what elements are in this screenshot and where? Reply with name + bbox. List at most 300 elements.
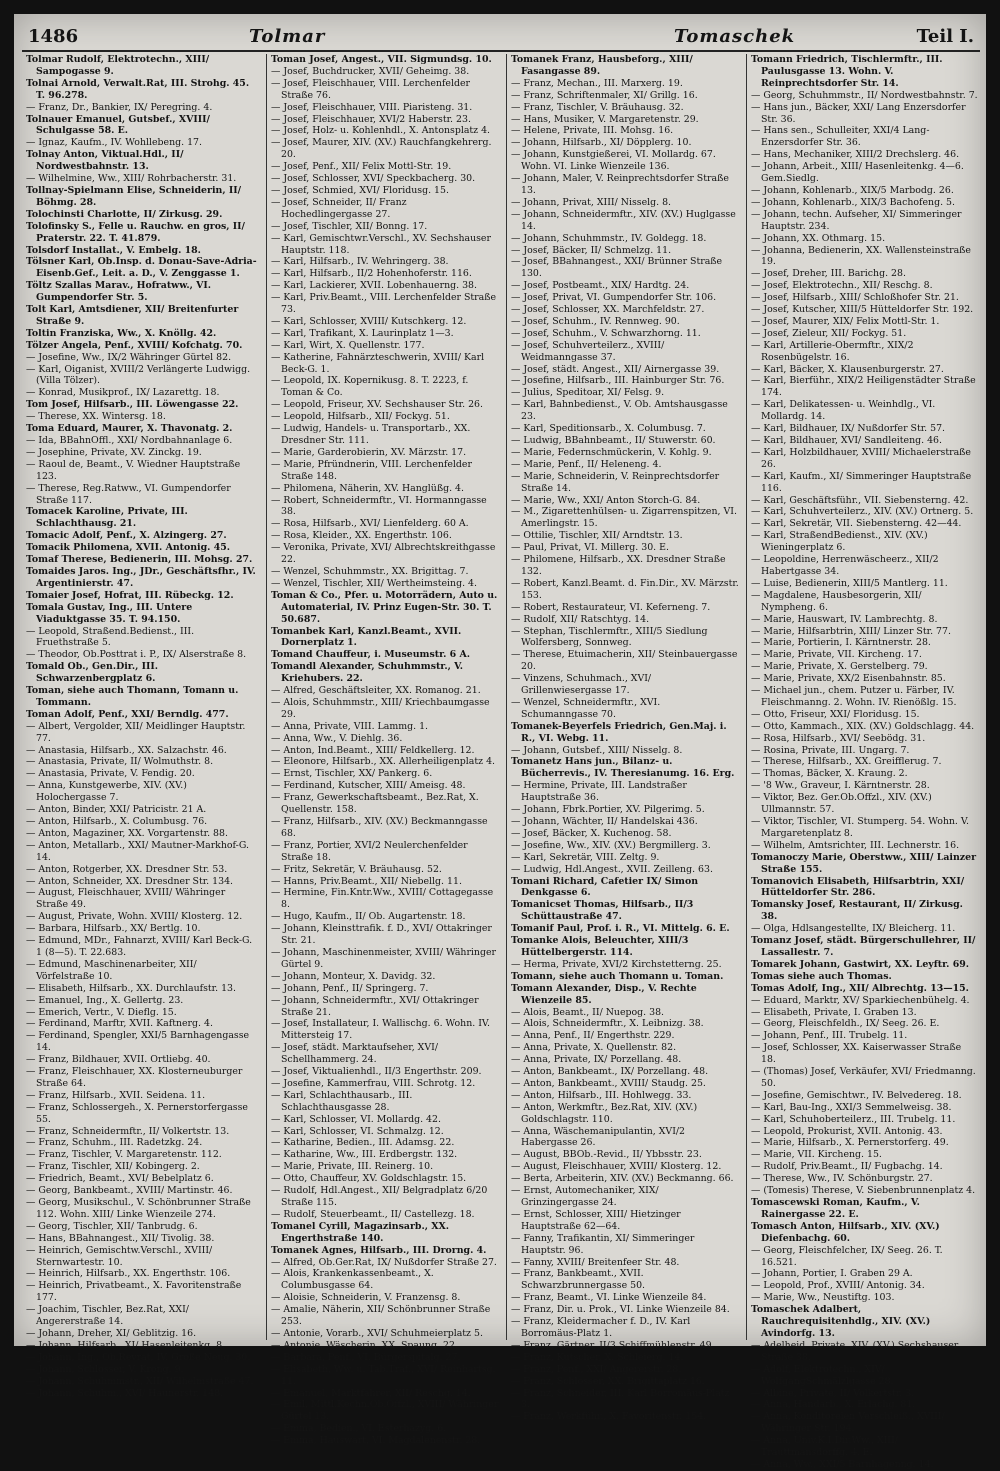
directory-entry: — Alfred, Geschäftsleiter, XX. Romanog. 21. — [271, 685, 481, 697]
directory-entry: — Julius, Speditoar, XI/ Felsg. 9. — [511, 387, 665, 399]
directory-entry: — Edmund, Maschinenarbeiter, XII/ Vörfelstraße 10. — [26, 958, 197, 982]
directory-entry: — August, Fleischhauer, XVIII/ Klosterg. 12. — [511, 1161, 722, 1173]
directory-entry: — Wilhelmine, Ww., XIII/ Rohrbacherstr. 31. — [26, 173, 237, 185]
directory-entry: — Emanuel, Marktfahrer, XII/ Reschg. 14. — [271, 1387, 471, 1399]
directory-entry: — Karl, Trafikant, X. Laurinplatz 1—3. — [271, 327, 454, 339]
directory-entry: — Elisabeth, Ww. u. Tab.Traf., XVI/ Reinhartsg. 11. — [271, 1363, 496, 1387]
directory-entry: — Anna, Private, VIII. Lammg. 1. — [271, 720, 429, 732]
directory-entry: — Barbara, Hilfsarb., XX/ Bertlg. 10. — [26, 923, 201, 935]
directory-entry: — Leopold, Straßend.Bedienst., III. Fruethstraße 5. — [26, 625, 195, 649]
directory-entry: — Karl, Kaufm., XI/ Simmeringer Hauptstraße 116. — [751, 470, 972, 494]
directory-entry: — Elisabeth, Hilfsarb., XX. Durchlaufstr. 13. — [26, 982, 237, 994]
directory-entry: — Berta, Arbeiterin, XIV. (XV.) Beckmanng. 66. — [511, 1173, 734, 1185]
directory-entry: Tolnay Anton, Viktual.Hdl., II/ Nordwestbahnstr. 13. — [26, 149, 184, 173]
directory-entry: — Franz, Beamt., VI. Linke Wienzeile 84. — [511, 1292, 707, 1304]
part-label: Teil I. — [916, 26, 974, 47]
directory-entry: Toman Josef, Angest., VII. Sigmundsg. 10. — [271, 54, 492, 65]
directory-entry: — Emil, Mittl.Kechn.Ob.Offzl., XVIII/ Währinger Gürtel 13. — [271, 1399, 499, 1423]
directory-entry: — Otto, Kammach., XIX. (XV.) Goldschlagg. 44. — [751, 720, 975, 732]
directory-entry: Tomandl Alexander, Schuhmmstr., V. Kriehubers. 22. — [271, 661, 464, 685]
directory-entry: — Rosina, Private, III. Ungarg. 7. — [751, 744, 910, 756]
directory-entry: — Karl, Schlosser, VI. Schmalzg. 12. — [271, 1125, 444, 1137]
directory-entry: — Johann, Privat, XIII/ Nisselg. 8. — [511, 196, 672, 208]
directory-entry: — Rudolf, XII/ Ratschtyg. 14. — [511, 613, 650, 625]
directory-entry: — Marie, Schneiderin, V. Reinprechtsdorfer Straße 14. — [511, 470, 720, 494]
directory-entry: — Michael jun., chem. Putzer u. Färber, IV. Fleischmanng. 2. Wohn. IV. Rienößlg. 15. — [751, 685, 957, 708]
directory-entry: — Franz, Schlossergeh., X. Pernerstorfergasse 55. — [26, 1101, 248, 1125]
directory-entry: Tomann Friedrich, Tischlermftr., III. Paulusgasse 13. Wohn. V. Reinprechtsdorfer Str. 14. — [751, 54, 943, 89]
directory-entry: — Karl, Schuhverteilerz., XIV. (XV.) Ortnerg. 5. — [751, 506, 974, 518]
directory-entry: — Ludwig, Hdl.Angest., XVII. Zeilleng. 63. — [511, 863, 713, 875]
directory-entry: Tomanicset Thomas, Hilfsarb., II/3 Schüttaustraße 47. — [511, 899, 694, 923]
directory-entry: — Josefine, Gemischtwr., IV. Belvedereg. 18. — [751, 1089, 962, 1101]
directory-entry: — Ida, BBahnOffl., XXI/ Nordbahnanlage 6. — [26, 435, 233, 446]
directory-entry: — Josef, Schuhm., V. Schwarzhorng. 11. — [511, 327, 701, 339]
directory-entry: — Josefine, Hilfsarb., III. Hainburger Str. 76. — [511, 375, 725, 387]
directory-entry: Tomanel Cyrill, Magazinsarb., XX. Engerthstraße 140. — [271, 1220, 450, 1244]
directory-entry: — Anna, Kunstgewerbe, XIV. (XV.) Holochergasse 7. — [26, 780, 187, 804]
directory-entry: — Anton, Binder, XXI/ Patricistr. 21 A. — [26, 804, 207, 816]
directory-entry: Tomann, siehe auch Thomann u. Toman. — [511, 970, 724, 982]
directory-entry: Tomanek Agnes, Hilfsarb., III. Drorng. 4. — [271, 1244, 487, 1256]
directory-entry: — '8 Ww., Graveur, I. Kärntnerstr. 28. — [751, 780, 930, 792]
directory-entry: — Hans, BBahnangest., XII/ Tivolig. 38. — [26, 1232, 215, 1244]
directory-entry: — Ottilie, Tischler, XII/ Arndtstr. 13. — [511, 530, 683, 542]
directory-entry: Tomanbek Karl, Kanzl.Beamt., XVII. Dornerplatz 1. — [271, 625, 462, 649]
directory-entry: — Fanny, Trafikantin, XI/ Simmeringer Hauptstr. 96. — [511, 1232, 695, 1256]
directory-entry: — Karl, Bäcker, X. Klausenburgerstr. 27. — [751, 363, 944, 375]
directory-entry: — Karl, Schuhoberteilerz., III. Trubelg. 11. — [751, 1113, 956, 1125]
directory-entry: Tolt Karl, Amtsdiener, XII/ Breitenfurter Straße 9. — [26, 304, 239, 327]
directory-entry: — Anna, Handarb., X. Erlachg. 81. — [751, 1399, 916, 1411]
directory-entry: Tölsner Karl, Ob.Insp. d. Donau-Save-Adria-Eisenb.Gef., Leit. a. D., V. Zenggasse 1. — [26, 256, 257, 280]
directory-entry: — Magdalene, Hausbesorgerin, XII/ Nympheng. 6. — [751, 589, 922, 613]
directory-entry: Tomala Gustav, Ing., III. Untere Viaduktgasse 35. T. 94.150. — [26, 601, 193, 625]
directory-entry: — Josef, Schlosser, XX. Marchfeldstr. 27. — [511, 304, 705, 316]
directory-entry: Tomanetz Hans jun., Bilanz- u. Bücherrevis., IV. Theresianumg. 16. Erg. — [511, 756, 735, 780]
directory-entry: — Marie, Private, VII. Kircheng. 17. — [751, 649, 922, 661]
directory-entry: — Karl, Bierführ., XIX/2 Heiligenstädter Straße 174. — [751, 375, 976, 399]
directory-entry: Tomanoczy Marie, Oberstww., XIII/ Lainzer Straße 155. — [751, 851, 977, 875]
directory-entry: Tomann Alexander, Disp., V. Rechte Wienzeile 85. — [511, 982, 697, 1006]
directory-entry: — Johann, Schneidermftr., XVI/ Ottakringer Straße 21. — [271, 994, 479, 1018]
directory-entry: — Karl, Artillerie-Obermftr., XIX/2 Rosenbügelstr. 16. — [751, 339, 914, 363]
directory-entry: — Anna, Private, IX/ Porzellang. 48. — [511, 1054, 682, 1066]
directory-entry: Tolofinsky S., Felle u. Rauchw. en gros, II/ Praterstr. 22. T. 41.879. — [26, 220, 245, 244]
directory-entry: — Anna, Ww., XXI/5 Barnhagenng. 14. — [751, 1458, 934, 1470]
directory-entry: — Josefine, Ww., IX/2 Währinger Gürtel 82. — [26, 351, 232, 363]
directory-entry: — Franz, Schriftenmaler, XI/ Grillg. 16. — [511, 89, 698, 101]
directory-entry: — Anastasia, Private, II/ Wolmuthstr. 8. — [26, 756, 214, 768]
directory-entry: — Ernst, Tischler, XX/ Pankerg. 6. — [271, 768, 433, 780]
directory-entry: — Edmund, MDr., Fahnarzt, XVIII/ Karl Beck-G. 1 (8—5). T. 22.683. — [26, 935, 253, 958]
directory-entry: — Josef, BBahnangest., XXI/ Brünner Straße 130. — [511, 256, 723, 280]
directory-entry: — Anton, Rotgerber, XX. Dresdner Str. 53. — [26, 863, 228, 875]
directory-entry: — Josephine, Private, XV. Zinckg. 19. — [26, 446, 202, 458]
directory-entry: — Therese, XX. Wintersg. 18. — [26, 411, 166, 423]
directory-entry: — Josef, Bäcker, X. Kuchenog. 58. — [511, 827, 672, 839]
directory-entry: Tomansky Josef, Restaurant, II/ Zirkusg. 38. — [751, 899, 963, 923]
directory-entry: — Leopoldine, Herrenwäscheerz., XII/2 Habertgasse 34. — [751, 554, 939, 577]
directory-entry: — Fanny, XVIII/ Breitenfeer Str. 48. — [511, 1256, 680, 1268]
directory-entry: — Karl, Schlosser, VI. Mollardg. 42. — [271, 1113, 441, 1125]
directory-entry: Tomas siehe auch Thomas. — [751, 970, 892, 982]
directory-entry: — Anna, Wäschemanipulantin, XVI/2 Habergasse 26. — [511, 1125, 686, 1149]
directory-entry: — Hans jun., Bäcker, XXI/ Lang Enzersdorfer Str. 36. — [751, 101, 966, 125]
directory-entry: — Johann, Kohlenarb., XIX/5 Marbodg. 26. — [751, 184, 954, 196]
directory-entry: — Leopold, IX. Kopernikusg. 8. T. 2223, f. Toman & Co. — [271, 375, 469, 399]
directory-entry: — Wenzel, Schuhmmstr., XX. Brigittag. 7. — [271, 565, 469, 577]
directory-entry: — Josefine, Ww., XIV. (XV.) Bergmillerg. 3. — [511, 839, 711, 851]
directory-entry: — Elisabeth, Private, I. Graben 13. — [751, 1006, 917, 1018]
directory-entry: — Marie, Hilfsarbtrin, XIII/ Linzer Str. 77. — [751, 625, 951, 637]
directory-entry: — Georg, Schuhmmstr., II/ Nordwestbahnstr. 7. — [751, 89, 978, 101]
directory-entry: — Raoul de, Beamt., V. Wiedner Hauptstraße 123. — [26, 458, 241, 482]
directory-entry: — Emerich, Vertr., V. Dieflg. 15. — [26, 1006, 177, 1018]
directory-entry: — Anton, Hilfsarb., X. Columbusg. 76. — [26, 816, 208, 827]
running-head-right: Tomaschek — [674, 26, 796, 47]
directory-entry: — Katherine, Fahnärzteschwerin, XVIII/ Karl Beck-G. 1. — [271, 351, 485, 375]
directory-entry: Toltin Franziska, Ww., X. Knöllg. 42. — [26, 327, 217, 339]
directory-entry: — Josef, Maurer, XIV. (XV.) Rauchfangkehrerg. 20. — [271, 137, 492, 161]
directory-entry: — Franz, Mechan., III. Marxerg. 19. — [511, 77, 683, 89]
directory-entry: — Karl, Sekretär, VII. Siebensterng. 42—44. — [751, 518, 962, 530]
directory-entry: — Franz, Hilfsarb., XVII. Seidena. 11. — [26, 1089, 206, 1101]
directory-entry: — Josef, Dreher, III. Barichg. 28. — [751, 268, 906, 280]
directory-entry: — Heinrich, Privatbeamt., X. Favoritenstraße 177. — [26, 1280, 242, 1304]
directory-entry: — Josef, Viktualienhdl., II/3 Engerthstr. 209. — [271, 1066, 482, 1078]
directory-entry: — Josef, Schlosser, XVI/ Speckbacherg. 30. — [271, 173, 476, 185]
directory-entry: — Anastasia, Private, V. Fendig. 20. — [26, 768, 195, 780]
directory-entry: — Johann, Schuhmmstr., IV. Goldegg. 18. — [511, 232, 707, 244]
directory-entry: Toman, siehe auch Thomann, Tomann u. Tommann. — [26, 685, 239, 708]
directory-entry: — Karl, Lackierer, XVII. Lobenhauerng. 38. — [271, 280, 477, 292]
directory-entry: — Josef, Buchdrucker, XVII/ Geheimg. 38. — [271, 65, 470, 77]
directory-entry: — Josef, Schuhverteilerz., XVIII/ Weidmanngasse 37. — [511, 339, 665, 363]
directory-entry: — Anastasia, Hilfsarb., XX. Salzachstr. 46. — [26, 744, 227, 756]
directory-entry: — Viktor, Tischler, VI. Stumperg. 54. Wohn. V. Margaretenplatz 8. — [751, 816, 969, 839]
directory-entry: — Franz, Tischler, XII/ Kobingerg. 2. — [26, 1161, 200, 1173]
directory-entry: Tomaier Josef, Hofrat, III. Rübeckg. 12. — [26, 589, 234, 601]
directory-entry: — Josef, Hilfsarb., XIII/ Schloßhofer Str. 21. — [751, 292, 959, 304]
directory-entry: — Franz, Tischler, V. Bräuhausg. 32. — [511, 101, 684, 113]
directory-entry: — Franz, Kutscher, X. Schleierg. 14. — [511, 1351, 684, 1363]
directory-entry: — Georg, Tischler, XII/ Tanbrudg. 6. — [26, 1220, 198, 1232]
directory-entry: — Ernst, Automechaniker, XIX/ Grinzingergasse 24. — [511, 1185, 659, 1208]
directory-entry: — Rudolf, Hdl.Angest., XII/ Belgradplatz 6/20 Straße 115. — [271, 1185, 488, 1208]
directory-entry: — Marie, VII. Kircheng. 15. — [751, 1149, 882, 1161]
directory-entry: — Leopold, Hilfsarb., XII/ Fockyg. 51. — [271, 411, 450, 423]
directory-entry: — Marie, Portierin, I. Kärntnerstr. 28. — [751, 637, 931, 649]
directory-entry: — Leopold, Friseur, XV. Sechshauser Str. 26. — [271, 399, 483, 411]
directory-entry: — Adelheid, Private, XIV. (XV.) Sechshauser Straße 38. — [751, 1339, 959, 1363]
directory-entry: — Wilhelm, Amtsrichter, III. Lechnerstr. 16. — [751, 839, 960, 851]
directory-entry: — Karl, Sekretär, VIII. Zeltg. 9. — [511, 851, 660, 863]
directory-entry: — Karl, Oiganist, XVIII/2 Verlängerte Ludwigg. (Villa Tölzer). — [26, 363, 251, 387]
directory-entry: — Anton, Schneider, XX. Dresdner Str. 134. — [26, 875, 234, 887]
directory-entry: — Anton, Bankbeamt., IX/ Porzellang. 48. — [511, 1066, 709, 1078]
directory-entry: — Karl, Geschäftsführ., VII. Siebensterng. 42. — [751, 494, 969, 506]
directory-entry: — Johann, Schuhm., XVI/ Haunerstr. 148. — [26, 1387, 224, 1399]
directory-entry: — Therese, Ww., IV. Schönburgstr. 27. — [751, 1173, 933, 1185]
directory-entry: — Johann, Schuhmmstr., XII/ Wilhelmstraße 47. — [26, 1375, 254, 1387]
directory-entry: Tomand Chauffeur, i. Museumstr. 6 A. — [271, 649, 471, 661]
directory-entry: — Johann, Dreher, XI/ Geblitzig. 16. — [26, 1327, 197, 1339]
directory-entry: Tomasch Anton, Hilfsarb., XIV. (XV.) Diefenbachg. 60. — [751, 1220, 940, 1244]
directory-entry: — Marie, Private, III. Reinerg. 10. — [271, 1161, 434, 1173]
directory-entry: Tollnay-Spielmann Elise, Schneiderin, II/ Böhmg. 28. — [26, 184, 242, 208]
directory-entry: — Emma, Bedien., VI. Esterhazyg. 6. — [271, 1423, 447, 1435]
directory-entry: Tomacik Philomena, XVII. Antonig. 45. — [26, 542, 231, 554]
directory-entry: — Johann, Hilfsarb., XI/ Döpplerg. 10. — [511, 137, 692, 149]
directory-entry: Toma Eduard, Maurer, X. Thavonatg. 2. — [26, 423, 233, 435]
directory-entry: — Olga, Hdlsangestellte, IX/ Bleicherg. 11. — [751, 923, 956, 935]
page-header — [14, 14, 986, 50]
directory-entry: — Franz, Schuhm., III. Radetzkg. 24. — [26, 1137, 203, 1149]
directory-entry: Tomarek Johann, Gastwirt, XX. Leyftr. 69. — [751, 958, 970, 970]
directory-entry: — Johann, Schlosser, V. Krong. 9. — [26, 1363, 184, 1375]
directory-entry: — Josef, Holz- u. Kohlenhdl., X. Antonsplatz 4. — [271, 125, 491, 137]
directory-entry: — Friedrich, Beamt., XVI/ Bebelplatz 6. — [26, 1173, 214, 1185]
directory-entry: — Alois, Beamt., II/ Nuepog. 38. — [511, 1006, 665, 1018]
directory-entry: — Robert, Kanzl.Beamt. d. Fin.Dir., XV. Märzstr. 153. — [511, 577, 739, 601]
column-3 — [506, 54, 739, 1423]
directory-entry: — Karl, Priv.Beamt., VIII. Lerchenfelder Straße 73. — [271, 292, 497, 316]
directory-entry: — Johann, Kleinsttrafik. f. D., XVI/ Ottakringer Str. 21. — [271, 923, 492, 947]
column-1 — [26, 54, 258, 1399]
running-head-left: Tolmar — [249, 26, 326, 47]
directory-entry: — Anton, Werkmftr., Bez.Rat, XIV. (XV.) Goldschlagstr. 110. — [511, 1101, 698, 1125]
directory-entry: — Franz, Kleidermacher f. D., IV. Karl Borromäus-Platz 1. — [511, 1316, 691, 1339]
directory-entry: — Georg, Fleischfeldh., IX/ Seeg. 26. E. — [751, 1018, 940, 1030]
directory-entry: — (Thomas) Josef, Verkäufer, XVI/ Friedmanng. 50. — [751, 1066, 976, 1089]
page-number: 1486 — [28, 26, 79, 47]
directory-entry: Tolmar Rudolf, Elektrotechn., XIII/ Sampogasse 9. — [26, 54, 210, 77]
directory-entry: — Josef, städt. Angest., XII/ Airnergasse 39. — [511, 363, 720, 375]
directory-entry: — Franz, Schneider, III. Karl Borromäus-Platz 3. — [511, 1387, 730, 1411]
directory-entry: — Franz, Bankbeamt., XVII. Schwarzbrunnergasse 50. — [511, 1268, 646, 1292]
directory-entry: — Anton, Magaziner, XX. Vorgartenstr. 88. — [26, 827, 228, 839]
directory-entry: — Johann, Monteur, X. Davidg. 32. — [271, 970, 436, 982]
directory-entry: — Leopold, Prof., XVIII/ Antonig. 34. — [751, 1280, 925, 1292]
directory-entry: — Marie, Ww., Neustiftg. 103. — [751, 1292, 895, 1304]
directory-entry: — Karl, Bahnbedienst., V. Ob. Amtshausgasse 23. — [511, 399, 728, 423]
directory-entry: — Amalie, Näherin, XII/ Schönbrunner Straße 253. — [271, 1304, 491, 1328]
directory-entry: — Hermine, Fin.Kntr.Ww., XVIII/ Cottagegasse 8. — [271, 887, 494, 911]
directory-entry: — Marie, Ww., XXI/ Anton Storch-G. 84. — [511, 494, 701, 506]
directory-entry: — Marie, Private, XX/2 Eisenbahnstr. 85. — [751, 673, 946, 685]
directory-entry: — (Tomesis) Therese, V. Siebenbrunnenplatz 4. — [751, 1185, 976, 1197]
directory-entry: — Marie, Private, X. Gerstelberg. 79. — [751, 661, 928, 673]
directory-entry: — August, Private, Wohn. XVIII/ Klosterg. 12. — [26, 911, 243, 923]
directory-entry: — Otto, Friseur, XXI/ Floridusg. 15. — [751, 708, 920, 720]
directory-entry: — Johann, Maler, V. Reinprechtsdorfer Straße 13. — [511, 173, 729, 196]
directory-entry: — Franz, Penf., XXI/ Angererstr. 28. — [511, 1363, 682, 1375]
directory-entry: — Josef, Elektrotechn., XII/ Reschg. 8. — [751, 280, 933, 292]
directory-entry: — Franz, Fleischhauer, XX. Klosterneuburger Straße 64. — [26, 1066, 243, 1089]
directory-entry: — Anna, Konditoreien Verschleiß., XVIII/ Währinger Str. 194. — [751, 1411, 945, 1435]
directory-entry: — Josef, Privat, VI. Gumpendorfer Str. 106. — [511, 292, 717, 304]
directory-entry: Tomaf Therese, Bedienerin, III. Mohsg. 27. — [26, 554, 253, 566]
directory-entry: — Joachim, Tischler, Bez.Rat, XXI/ Angererstraße 14. — [26, 1304, 189, 1328]
directory-entry: Tomanif Paul, Prof. i. R., VI. Mittelg. 6. E. — [511, 923, 730, 935]
directory-entry: — Albine, Private, II/ Volkertstr. 3. — [751, 1387, 915, 1399]
directory-entry: — Antonie, Wäscherin, XX. Spaung. 22. — [271, 1339, 458, 1351]
directory-entry: — Herma, Private, XVI/2 Kirchstetterng. 25. — [511, 958, 722, 970]
directory-entry: — Katharine, Ww., III. Erdbergstr. 132. — [271, 1149, 458, 1161]
directory-entry: — Johann, Maschinenmeister, XVIII/ Währinger Gürtel 9. — [271, 946, 496, 970]
directory-entry: — Georg, Bankbeamt., XVIII/ Martinstr. 46. — [26, 1185, 233, 1197]
directory-entry: — Franz, Portier, XVI/2 Neulerchenfelder Straße 18. — [271, 839, 468, 863]
directory-entry: — Eleonore, Hilfsarb., XX. Allerheiligenplatz 4. — [271, 756, 496, 768]
directory-entry: — Georg, Musikschul., V. Schönbrunner Straße 112. Wohn. XIII/ Linke Wienzeile 274. — [26, 1197, 251, 1220]
directory-entry: — Marie, Hilfsarb., X. Pernerstorferg. 49. — [751, 1137, 949, 1149]
directory-entry: — Josef, Fleischhauer, XVI/2 Haberstr. 23. — [271, 113, 471, 125]
directory-entry: Tomas Adolf, Ing., XII/ Albrechtg. 13—15. — [751, 982, 969, 994]
directory-entry: — Josefine, Kammerfrau, VIII. Schrotg. 12. — [271, 1077, 476, 1089]
directory-entry: — Johann, Kohlenarb., XIX/3 Bachofeng. 5. — [751, 196, 955, 208]
directory-entry: — Franz, Hilfsarb., XIV. (XV.) Beckmanngasse 68. — [271, 816, 488, 839]
directory-entry: — Anton, Bankbeamt., XVIII/ Staudg. 25. — [511, 1077, 706, 1089]
directory-entry: — Karl, Schlachthausarb., III. Schlachthausgasse 28. — [271, 1089, 413, 1113]
directory-entry: Tomanek-Beyerfels Friedrich, Gen.Maj. i. R., VI. Webg. 11. — [511, 720, 727, 744]
directory-entry: — Marie, Federnschmückerin, V. Kohlg. 9. — [511, 446, 712, 458]
directory-entry: — Johann, Kunstgießerei, VI. Mollardg. 67. Wohn. VI. Linke Wienzeile 136. — [511, 149, 716, 173]
directory-entry: — Karl, Hilfsarb., IV. Wehringerg. 38. — [271, 256, 449, 268]
directory-entry: — Leopold, Prokurist, XVII. Antonig. 43. — [751, 1125, 943, 1137]
directory-entry: — Franz, Tischler, V. Margaretenstr. 112. — [26, 1149, 222, 1161]
directory-entry: — Johann, Gutsbef., XIII/ Nisselg. 8. — [511, 744, 683, 756]
directory-entry: — Johann, Schneidermftr., XIV. (XV.) Huglgasse 14. — [511, 208, 736, 232]
directory-entry: — Rosa, Kleider., XX. Engerthstr. 106. — [271, 530, 452, 542]
directory-entry: Tolochinsti Charlotte, II/ Zirkusg. 29. — [26, 208, 223, 220]
directory-entry: — Theodor, Ob.Posttrat i. P., IX/ Alserstraße 8. — [26, 649, 247, 661]
directory-entry: — Rudolf, Priv.Beamt., II/ Fugbachg. 14. — [751, 1161, 943, 1173]
directory-entry: Tomanek Franz, Hausbeforg., XIII/ Fasangasse 89. — [511, 54, 693, 77]
directory-entry: — Fritz, Sekretär, V. Bräuhausg. 52. — [271, 863, 442, 875]
directory-entry: Tomald Ob., Gen.Dir., III. Schwarzenbergplatz 6. — [26, 661, 159, 685]
directory-entry: — Franz, Dir. u. Prok., VI. Linke Wienzeile 84. — [511, 1304, 730, 1316]
directory-entry: — Marie, Hauswart, IV. Lambrechtg. 8. — [751, 613, 938, 625]
directory-entry: — Josef, städt. Marktaufseher, XVI/ Schellhammerg. 24. — [271, 1042, 438, 1066]
directory-entry: — Ignaz, Kaufm., IV. Wohllebeng. 17. — [26, 137, 202, 149]
directory-entry: — Josef, Schmied, XVI/ Floridusg. 15. — [271, 184, 449, 196]
directory-entry: — Katharine, Bedien., III. Adamsg. 22. — [271, 1137, 455, 1149]
directory-entry: — Rudolf, Steuerbeamt., II/ Castellezg. 18. — [271, 1208, 475, 1220]
directory-entry: — Thomas, Bäcker, X. Kraung. 2. — [751, 768, 908, 780]
directory-entry: — Emma, Hauswart, VI. Magdalenenstr. 28. — [271, 1435, 481, 1447]
directory-entry: — Barbara, Penf., VI. Bürgerspitalg. 27. — [271, 1351, 461, 1363]
directory-entry: — Konrad, Musikprof., IX/ Lazarettg. 18. — [26, 387, 220, 399]
directory-entry: — Hans, Mechaniker, XIII/2 Drechslerg. 46. — [751, 149, 960, 161]
directory-entry: Tomanovich Elisabeth, Hilfsarbtrin, XXI/ Hütteldorfer Str. 286. — [751, 875, 965, 899]
directory-entry: — Hanns, Priv.Beamt., XII/ Niebellg. 11. — [271, 875, 462, 887]
directory-entry: — Albert, Vergolder, XII/ Meidlinger Hauptstr. 77. — [26, 720, 246, 744]
directory-entry: — Anna, Ww., V. Diehlg. 36. — [271, 732, 403, 744]
directory-entry: — Josef, Kutscher, XIII/5 Hütteldorfer Str. 192. — [751, 304, 974, 316]
directory-entry: — Josef, Schuhm., IV. Rennweg. 90. — [511, 315, 680, 327]
directory-entry: — Karl, Wirt, X. Quellenstr. 177. — [271, 339, 425, 351]
directory-entry: — Adolf, Elektrotechn., XIV/ WolfgangSchmälzlgasse 28. — [751, 1363, 894, 1387]
directory-entry: — Antonie, Vorarb., XVI/ Schuhmeierplatz 5. — [271, 1327, 483, 1339]
directory-entry: Tomaides Jaros. Ing., JDr., Geschäftsfhr., IV. Argentinierstr. 47. — [26, 565, 256, 589]
directory-entry: — Johann, Ing., Ob.Revrat, IV. Große Neug. 30. — [26, 1351, 251, 1363]
directory-entry: — M., Zigarettenhülsen- u. Zigarrenspitzen, VI. Amerlingstr. 15. — [511, 506, 737, 530]
directory-entry: — Johann, Penf., III. Trubelg. 11. — [751, 1030, 908, 1042]
directory-entry: — Franz, Gewerkschaftsbeamt., Bez.Rat, X. Quellenstr. 158. — [271, 792, 479, 816]
directory-entry: Tom Josef, Hilfsarb., III. Löwengasse 22. — [26, 399, 239, 411]
directory-entry: — Robert, Schneidermftr., VI. Hormanngasse 38. — [271, 494, 487, 518]
directory-entry: Tomanz Josef, städt. Bürgerschullehrer, II/ Lassallestr. 7. — [751, 935, 976, 958]
directory-entry: — Josef, Maurer, XIX/ Felix Mottl-Str. 1. — [751, 315, 940, 327]
directory-entry: — Franz, Schlosser, XX. Brigittaplatz 16. — [511, 1375, 705, 1387]
directory-entry: — Karl, Hilfsarb., II/2 Hohenhoferstr. 116. — [271, 268, 472, 280]
directory-entry: — August, BBOb.-Revid., II/ Ybbsstr. 23. — [511, 1149, 702, 1161]
directory-entry: — Ludwig, Handels- u. Transportarb., XX. Dresdner Str. 111. — [271, 423, 471, 446]
directory-entry: — Anna, Univ.K.I.Dir.Ww., XIII/ Trauttmansdorffg. 4. E. — [751, 1435, 898, 1459]
directory-entry: — Karl, Holzbildhauer, XVIII/ Michaelerstraße 26. — [751, 446, 971, 470]
directory-entry: — Veronika, Private, XVI/ Albrechtskreithgasse 22. — [271, 542, 496, 566]
directory-entry: — Alois, Schuhmmstr., XIII/ Kriechbaumgasse 29. — [271, 696, 490, 720]
directory-entry: Tölzer Angela, Penf., XVIII/ Kofchatg. 70. — [26, 339, 243, 351]
directory-entry: — Aloisie, Schneiderin, V. Franzensg. 8. — [271, 1292, 461, 1304]
directory-entry: Tomacek Karoline, Private, III. Schlachthausg. 21. — [26, 506, 188, 530]
directory-entry: — Wenzel, Schneidermftr., XVI. Schumanngasse 70. — [511, 696, 661, 720]
directory-entry: — Franz, Bildhauer, XVII. Ortliebg. 40. — [26, 1054, 211, 1066]
directory-entry: Tomacic Adolf, Penf., X. Alzingerg. 27. — [26, 530, 227, 542]
directory-entry: — Johann, Arbeit., XIII/ Hasenleitenkg. 4—6. Gem.Siedlg. — [751, 161, 964, 185]
directory-entry: — Hans sen., Schulleiter, XXI/4 Lang-Enzersdorfer Str. 36. — [751, 125, 930, 149]
directory-entry: — Eduard, Marktr, XV/ Sparkiechenbühelg. 4. — [751, 994, 970, 1006]
directory-entry: — Ferdinand, Spengler, XXI/5 Barnhagengasse 14. — [26, 1030, 250, 1054]
directory-entry: — Josef, Fleischhauer, VIII. Lerchenfelder Straße 76. — [271, 77, 471, 101]
directory-entry: — Philomena, Näherin, XV. Hanglüßg. 4. — [271, 482, 464, 494]
directory-entry: — Johanna, Bedienerin, XX. Wallensteinstraße 19. — [751, 244, 971, 268]
directory-entry: Tomanke Alois, Beleuchter, XIII/3 Hüttelbergerstr. 114. — [511, 935, 689, 958]
directory-entry: — Karl, Gemischtwr.Verschl., XV. Sechshauser Hauptstr. 118. — [271, 232, 491, 256]
directory-entry: — Ernst, Schlosser, XIII/ Hietzinger Hauptstraße 62—64. — [511, 1208, 681, 1232]
column-4 — [746, 54, 979, 1470]
directory-entry: — Josef, Schneider, II/ Franz Hochedlingergasse 27. — [271, 196, 407, 220]
directory-entry: — Josef, Installateur, I. Wallischg. 6. Wohn. IV. Mittersteig 17. — [271, 1018, 491, 1042]
directory-entry: — Vinzens, Schuhmach., XVI/ Grillenwiesergasse 17. — [511, 673, 652, 697]
directory-entry: Toman & Co., Pfer. u. Motorrädern, Auto u. Automaterial, IV. Prinz Eugen-Str. 30. T. 50.687. — [271, 589, 498, 625]
directory-entry: — Johann, Hilfsarb., XI/ Hasenleitenkg. 8. — [26, 1339, 226, 1351]
directory-entry: — Johann, XX. Othmarg. 15. — [751, 232, 886, 244]
directory-entry: — Josef, Tischler, XII/ Bonng. 17. — [271, 220, 428, 232]
directory-entry: — Heinrich, Hilfsarb., XX. Engerthstr. 106. — [26, 1268, 231, 1280]
directory-entry: — Karl, Bau-Ing., XXI/3 Semmelweisg. 38. — [751, 1101, 952, 1113]
directory-entry: — Marie, Garderobierin, XV. Märzstr. 17. — [271, 446, 467, 458]
directory-entry: — Anton, Hilfsarb., III. Hohlwegg. 33. — [511, 1089, 692, 1101]
directory-entry: — Johann, Portier, I. Graben 29 A. — [751, 1268, 913, 1280]
directory-entry: — Karl, Bildhauer, IX/ Nußdorfer Str. 57. — [751, 423, 946, 435]
directory-entry: Töltz Szallas Marav., Hofratww., VI. Gumpendorfer Str. 5. — [26, 280, 212, 304]
directory-entry: — Ferdinand, Kutscher, XIII/ Ameisg. 48. — [271, 780, 466, 792]
directory-entry: — Marie, Penf., II/ Heleneng. 4. — [511, 458, 662, 470]
directory-entry: — Johann, Penf., II/ Springerg. 7. — [271, 982, 429, 994]
directory-entry: Toman Adolf, Penf., XXI/ Berndlg. 477. — [26, 708, 229, 720]
directory-entry: — Josef, Fleischhauer, VIII. Piaristeng. 31. — [271, 101, 473, 113]
directory-entry: — Franz, Dr., Bankier, IX/ Peregring. 4. — [26, 101, 213, 113]
directory-entry: — Franz, Gärtner, II/3 Schiffmühlenstr. 49. — [511, 1339, 715, 1351]
directory-entry: — Ludwig, BBahnbeamt., II/ Stuwerstr. 60. — [511, 435, 716, 446]
directory-entry: — Anton, Metallarb., XXI/ Mautner-Markhof-G. 14. — [26, 839, 249, 863]
directory-entry: — Franz, Schneidermftr., II/ Volkertstr. 13. — [26, 1125, 230, 1137]
directory-entry: — Josef, Penf., XII/ Felix Mottl-Str. 19. — [271, 161, 452, 173]
directory-entry: — Josef, Zieleur, XII/ Fockyg. 51. — [751, 327, 907, 339]
directory-entry: — Alfred, Ob.Ger.Rat, IX/ Nußdorfer Straße 27. — [271, 1256, 497, 1268]
